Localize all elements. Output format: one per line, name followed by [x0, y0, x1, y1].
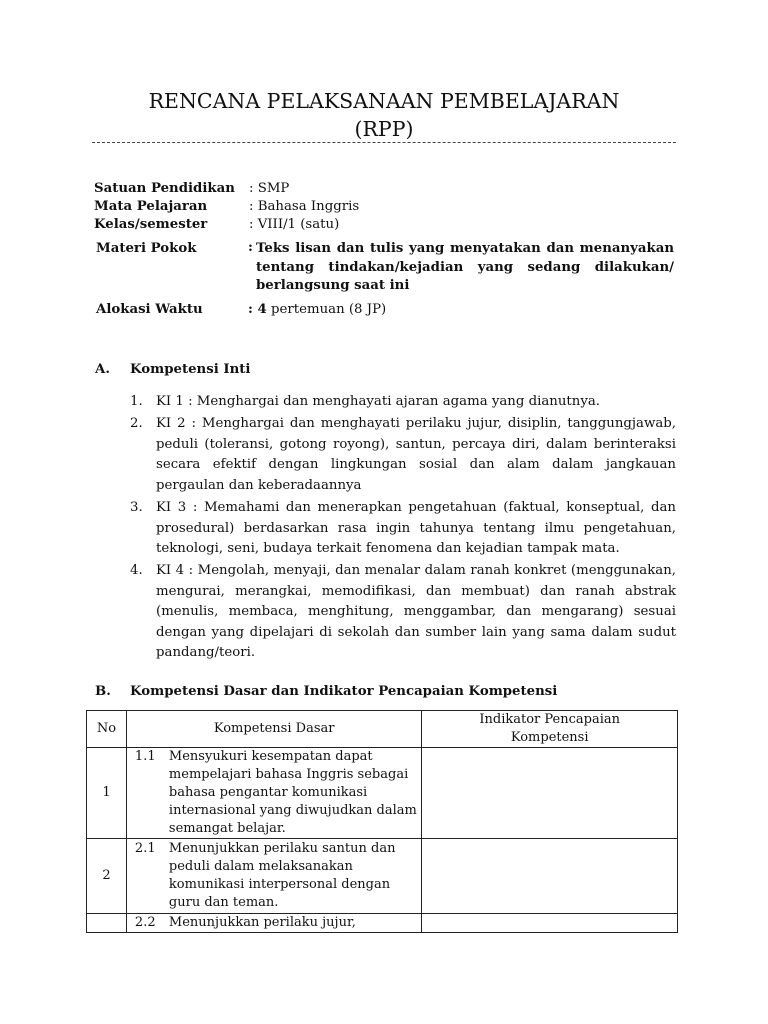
kompetensi-table [86, 710, 678, 933]
title-divider [92, 142, 676, 143]
row-kd [126, 839, 421, 914]
alokasi-number: : 4 [248, 302, 267, 317]
satuan-value: : SMP [249, 181, 290, 196]
ki-number: 4. [130, 563, 143, 578]
ki-text: KI 3 : Memahami dan menerapkan pengetahuan (faktual, konseptual, dan prosedural) berdasarkan rasa ingin tahunya tentang ilmu pengetahuan, teknologi, seni, budaya terkait fenomena dan kejadian tampak mata. [156, 500, 676, 557]
row-kd [126, 914, 421, 933]
alokasi-label: Alokasi Waktu [96, 302, 203, 317]
alokasi-value [248, 301, 386, 319]
section-a-heading: Kompetensi Inti [130, 362, 251, 377]
row-kd [126, 748, 421, 839]
header-indikator: Indikator Pencapaian Kompetensi [422, 711, 678, 748]
kelas-value: : VIII/1 (satu) [249, 217, 340, 232]
ki-text: KI 4 : Mengolah, menyaji, dan menalar dalam ranah konkret (menggunakan, mengurai, merangkai, memodifikasi, dan membuat) dan ranah abstrak (menulis, membaca, menghitung, menggambar, dan mengarang) sesuai dengan yang dipelajari di sekolah dan sumber lain yang sama dalam sudut pandang/teori. [156, 563, 676, 661]
alokasi-unit: pertemuan (8 JP) [266, 302, 387, 317]
row-no [87, 914, 127, 933]
materi-colon: : [248, 240, 253, 255]
mapel-value: : Bahasa Inggris [249, 199, 360, 214]
kd-text: Mensyukuri kesempatan dapat mempelajari bahasa Inggris sebagai bahasa pengantar komunikasi internasional yang diwujudkan dalam semangat belajar. [168, 749, 417, 836]
section-a-letter: A. [95, 362, 110, 377]
ki-number: 2. [130, 416, 143, 431]
row-indikator [422, 748, 678, 839]
table-row [87, 839, 678, 914]
materi-value: Teks lisan dan tulis yang menyatakan dan menanyakan tentang tindakan/kejadian yang sedang dilakukan/ berlangsung saat ini [256, 241, 674, 293]
section-b-letter: B. [95, 684, 111, 699]
mapel-label: Mata Pelajaran [94, 199, 208, 214]
materi-label: Materi Pokok [96, 241, 197, 256]
kd-text: Menunjukkan perilaku jujur, [168, 915, 356, 930]
ki-text: KI 2 : Menghargai dan menghayati perilaku jujur, disiplin, tanggungjawab, peduli (toleransi, gotong royong), santun, percaya diri, dalam berinteraksi secara efektif dengan lingkungan sosial dan alam dalam jangkauan pergaulan dan keberadaannya [156, 416, 676, 493]
ki-number: 1. [130, 394, 143, 409]
section-b-heading: Kompetensi Dasar dan Indikator Pencapaian Kompetensi [130, 684, 558, 699]
ki-number: 3. [130, 500, 143, 515]
table-row [87, 914, 678, 933]
ki-text: KI 1 : Menghargai dan menghayati ajaran agama yang dianutnya. [156, 394, 600, 409]
table-row [87, 748, 678, 839]
row-no: 1 [87, 748, 127, 839]
document-subtitle: (RPP) [354, 117, 414, 141]
header-no: No [87, 711, 127, 748]
row-no: 2 [87, 839, 127, 914]
kd-number: 2.1 [134, 841, 156, 856]
kd-number: 1.1 [134, 749, 156, 764]
header-kd: Kompetensi Dasar [126, 711, 421, 748]
table-header-row [87, 711, 678, 748]
row-indikator [422, 839, 678, 914]
satuan-label: Satuan Pendidikan [94, 181, 235, 196]
kd-number: 2.2 [134, 915, 156, 930]
row-indikator [422, 914, 678, 933]
document-title: RENCANA PELAKSANAAN PEMBELAJARAN [148, 89, 620, 113]
kd-text: Menunjukkan perilaku santun dan peduli dalam melaksanakan komunikasi interpersonal dengan guru dan teman. [168, 841, 396, 910]
kelas-label: Kelas/semester [94, 217, 208, 232]
